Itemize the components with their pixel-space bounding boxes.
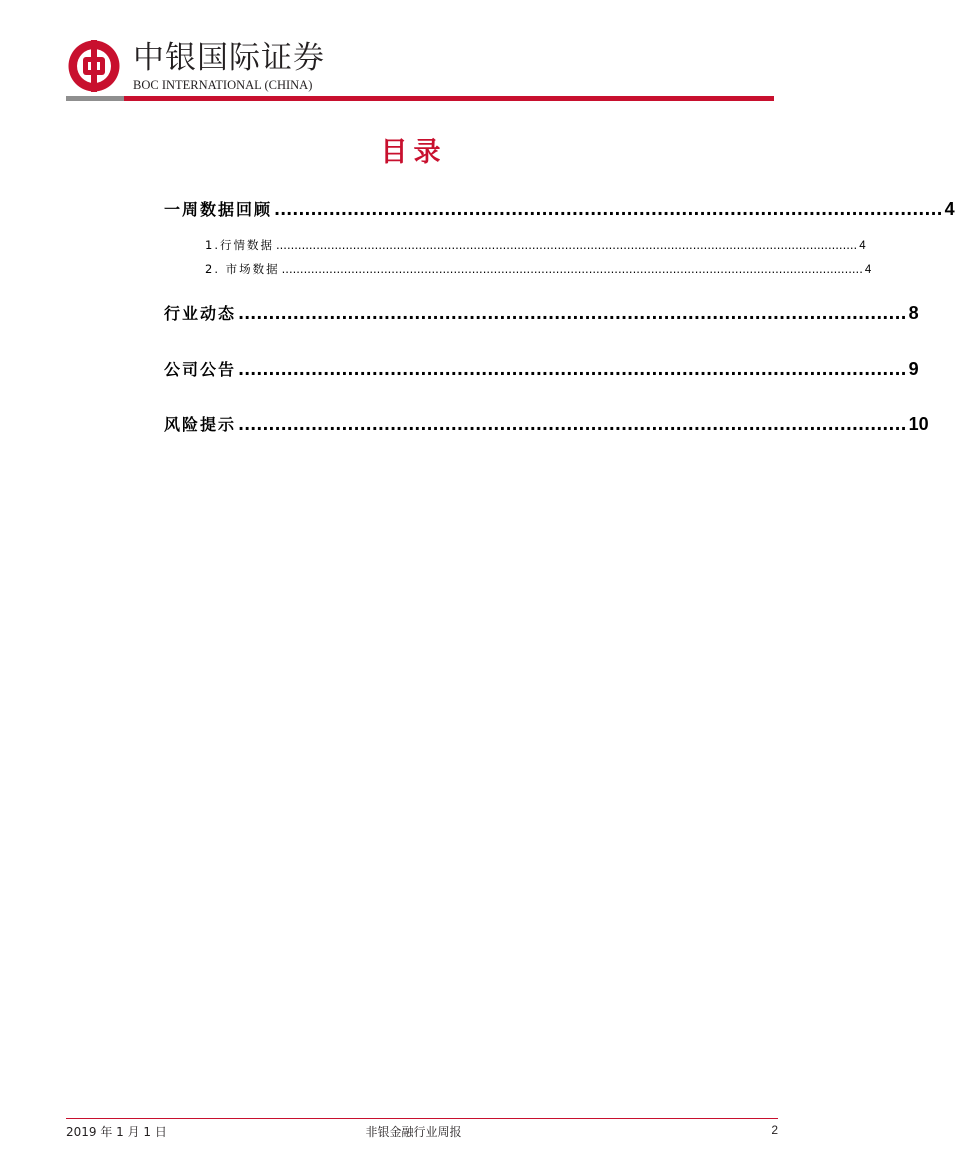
toc-leader-dots: ..............................................................................................................	[274, 200, 943, 219]
toc-entry-label: 2. 市场数据	[205, 262, 280, 276]
toc-entry[interactable]	[164, 357, 919, 380]
toc-entry-label: 公司公告	[164, 360, 237, 379]
toc-entry-label: 行业动态	[164, 304, 237, 323]
toc-entry-page: 9	[908, 359, 919, 379]
toc-entry-page: 4	[944, 199, 955, 219]
toc-leader-dots: ..............................................................................................................	[238, 304, 907, 323]
toc-entry-label: 1.行情数据	[205, 238, 274, 252]
toc-subentry[interactable]	[205, 237, 866, 253]
toc-entry[interactable]	[164, 197, 955, 220]
page-title: 目录	[380, 137, 447, 168]
toc-entry-label: 风险提示	[164, 415, 237, 434]
toc-entry[interactable]	[164, 301, 919, 324]
toc-entry-page: 4	[859, 240, 866, 252]
toc-entry-page: 4	[864, 264, 872, 276]
brand-name-cn: 中银国际证券	[133, 40, 325, 76]
footer-page-number: 2	[771, 1123, 778, 1137]
toc-leader-dots: ..............................................................................................................	[238, 360, 907, 379]
footer-date: 2019 年 1 月 1 日	[66, 1125, 167, 1139]
toc-leader-dots: ..............................................................................................................	[238, 415, 907, 434]
toc-entry-page: 10	[908, 414, 929, 434]
header-divider-grey	[66, 96, 124, 101]
toc-leader-dots: ...............................................................................................................................................................	[281, 262, 863, 276]
header-divider-red	[124, 96, 774, 101]
toc-subentry[interactable]	[205, 261, 872, 277]
brand-name-en: BOC INTERNATIONAL (CHINA)	[133, 78, 313, 92]
footer-report-title: 非银金融行业周报	[365, 1125, 462, 1139]
toc-leader-dots: ...............................................................................................................................................................	[275, 238, 858, 252]
toc-entry[interactable]	[164, 412, 929, 435]
footer-divider	[66, 1118, 778, 1119]
toc-entry-label: 一周数据回顾	[164, 200, 273, 219]
toc-entry-page: 8	[908, 303, 919, 323]
boc-logo-icon	[66, 38, 122, 94]
